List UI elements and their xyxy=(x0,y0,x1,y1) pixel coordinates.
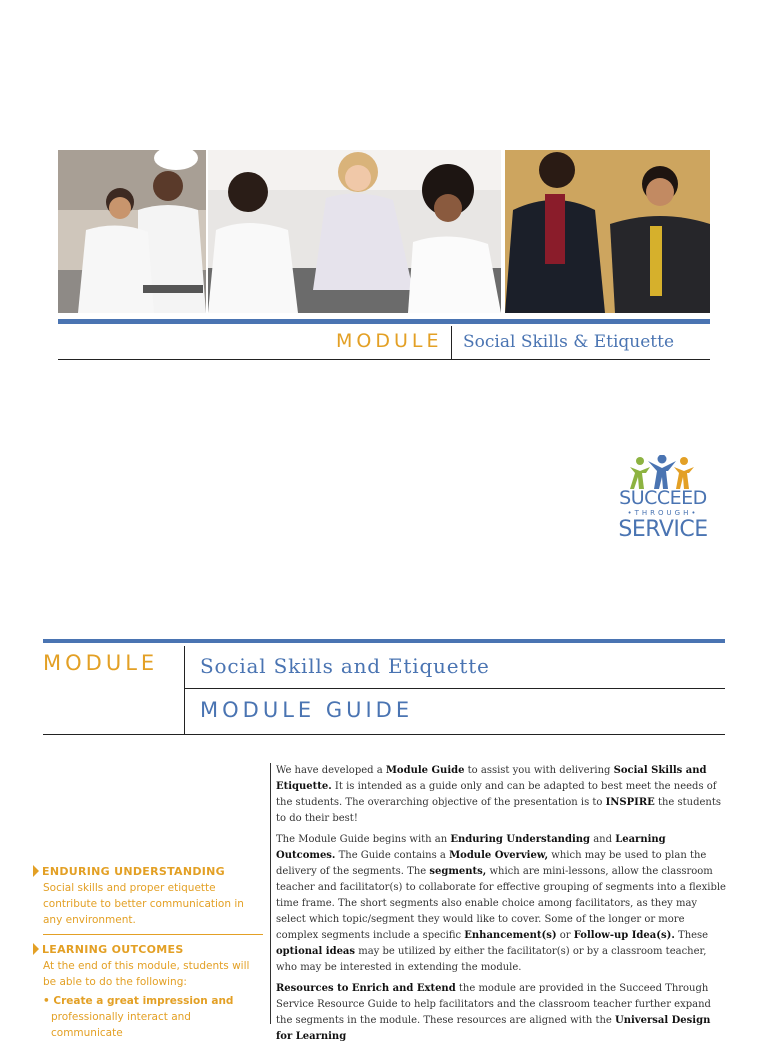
paragraph-run: The Guide contains a xyxy=(335,850,450,861)
header-bottom-rule xyxy=(58,359,710,360)
paragraph-run: It is intended as a guide only and can be adapted to best meet the needs of the students. The overarching objective of the presentation is to xyxy=(276,781,717,808)
learning-outcomes-heading: LEARNING OUTCOMES xyxy=(33,943,184,956)
header-blue-rule xyxy=(58,319,710,324)
paragraph-run: and xyxy=(590,834,616,845)
resources-paragraph xyxy=(276,981,728,1045)
paragraph-run: Enhancement(s) xyxy=(464,930,557,941)
paragraph-run: Follow-up Idea(s). xyxy=(573,930,675,941)
logo-text-through: •THROUGH• xyxy=(627,509,699,517)
enduring-understanding-text: Social skills and proper etiquette contribute to better communication in any environment. xyxy=(43,882,244,926)
paragraph-run: Enduring Understanding xyxy=(450,834,591,845)
arrow-icon xyxy=(33,943,39,955)
guide-subtitle: MODULE GUIDE xyxy=(200,698,414,722)
paragraph-run: the module are provided in the Succeed Through Service Resource Guide to help facilitators and the classroom teacher further expand the segments in the module. These resources are aligned with the xyxy=(276,983,711,1026)
guide-bottom-rule xyxy=(43,734,725,735)
outcome-bullet: • Create a great impression and professionally interact and communicate xyxy=(43,995,234,1039)
paragraph-run: These xyxy=(674,930,709,941)
paragraph-run: the students to do their best! xyxy=(276,797,722,824)
guide-divider xyxy=(184,646,185,734)
paragraph-run: We have developed a xyxy=(276,765,386,776)
column-divider xyxy=(270,763,271,1024)
photo-tie-lesson xyxy=(505,150,710,313)
logo-text-service: SERVICE xyxy=(618,517,708,542)
paragraph-run: Learning Outcomes. xyxy=(276,834,666,861)
intro-paragraph xyxy=(276,763,728,827)
header-divider xyxy=(451,326,452,359)
guide-title: Social Skills and Etiquette xyxy=(200,654,490,678)
paragraph-run: The Module Guide begins with an xyxy=(276,834,451,845)
header-module-label: MODULE xyxy=(336,330,443,352)
paragraph-run: INSPIRE xyxy=(605,797,655,808)
paragraph-run: to assist you with delivering xyxy=(464,765,614,776)
header-title: Social Skills & Etiquette xyxy=(463,332,675,352)
paragraph-run: Module Guide xyxy=(385,765,465,776)
learning-outcomes-text: At the end of this module, students will be able to do the following: xyxy=(43,960,250,988)
enduring-understanding-heading: ENDURING UNDERSTANDING xyxy=(33,865,225,878)
paragraph-run: Universal Design for Learning xyxy=(276,1015,711,1042)
logo-text-succeed: SUCCEED xyxy=(619,487,707,509)
photo-cooking xyxy=(58,150,206,313)
paragraph-run: which are mini-lessons, allow the classroom teacher and facilitator(s) to collaborate for effective grouping of segments into a flexible time frame. The short segments also enable choice among facilitators, as they may select which topic/segment they would like to cover. Some of the longer or more complex segments include a specific xyxy=(276,866,726,941)
paragraph-run: segments, xyxy=(429,866,487,877)
paragraph-run: Social Skills and Etiquette. xyxy=(276,765,707,792)
photo-teacher-students xyxy=(208,150,501,313)
paragraph-run: may be utilized by either the facilitator(s) or by a classroom teacher, who may be interested in extending the module. xyxy=(276,946,707,973)
paragraph-run: Module Overview, xyxy=(449,850,549,861)
people-icon xyxy=(626,455,698,489)
guide-blue-rule xyxy=(43,639,725,643)
paragraph-run: or xyxy=(556,930,574,941)
section-divider xyxy=(43,934,263,935)
paragraph-run: optional ideas xyxy=(276,946,356,957)
arrow-icon xyxy=(33,865,39,877)
paragraph-run: Resources to Enrich and Extend xyxy=(276,983,456,994)
guide-mid-rule xyxy=(185,688,725,689)
succeed-through-service-logo xyxy=(612,455,714,543)
paragraph-run: which may be used to plan the delivery of the segments. The xyxy=(276,850,707,877)
guide-structure-paragraph xyxy=(276,832,728,976)
guide-module-label: MODULE xyxy=(43,651,159,675)
